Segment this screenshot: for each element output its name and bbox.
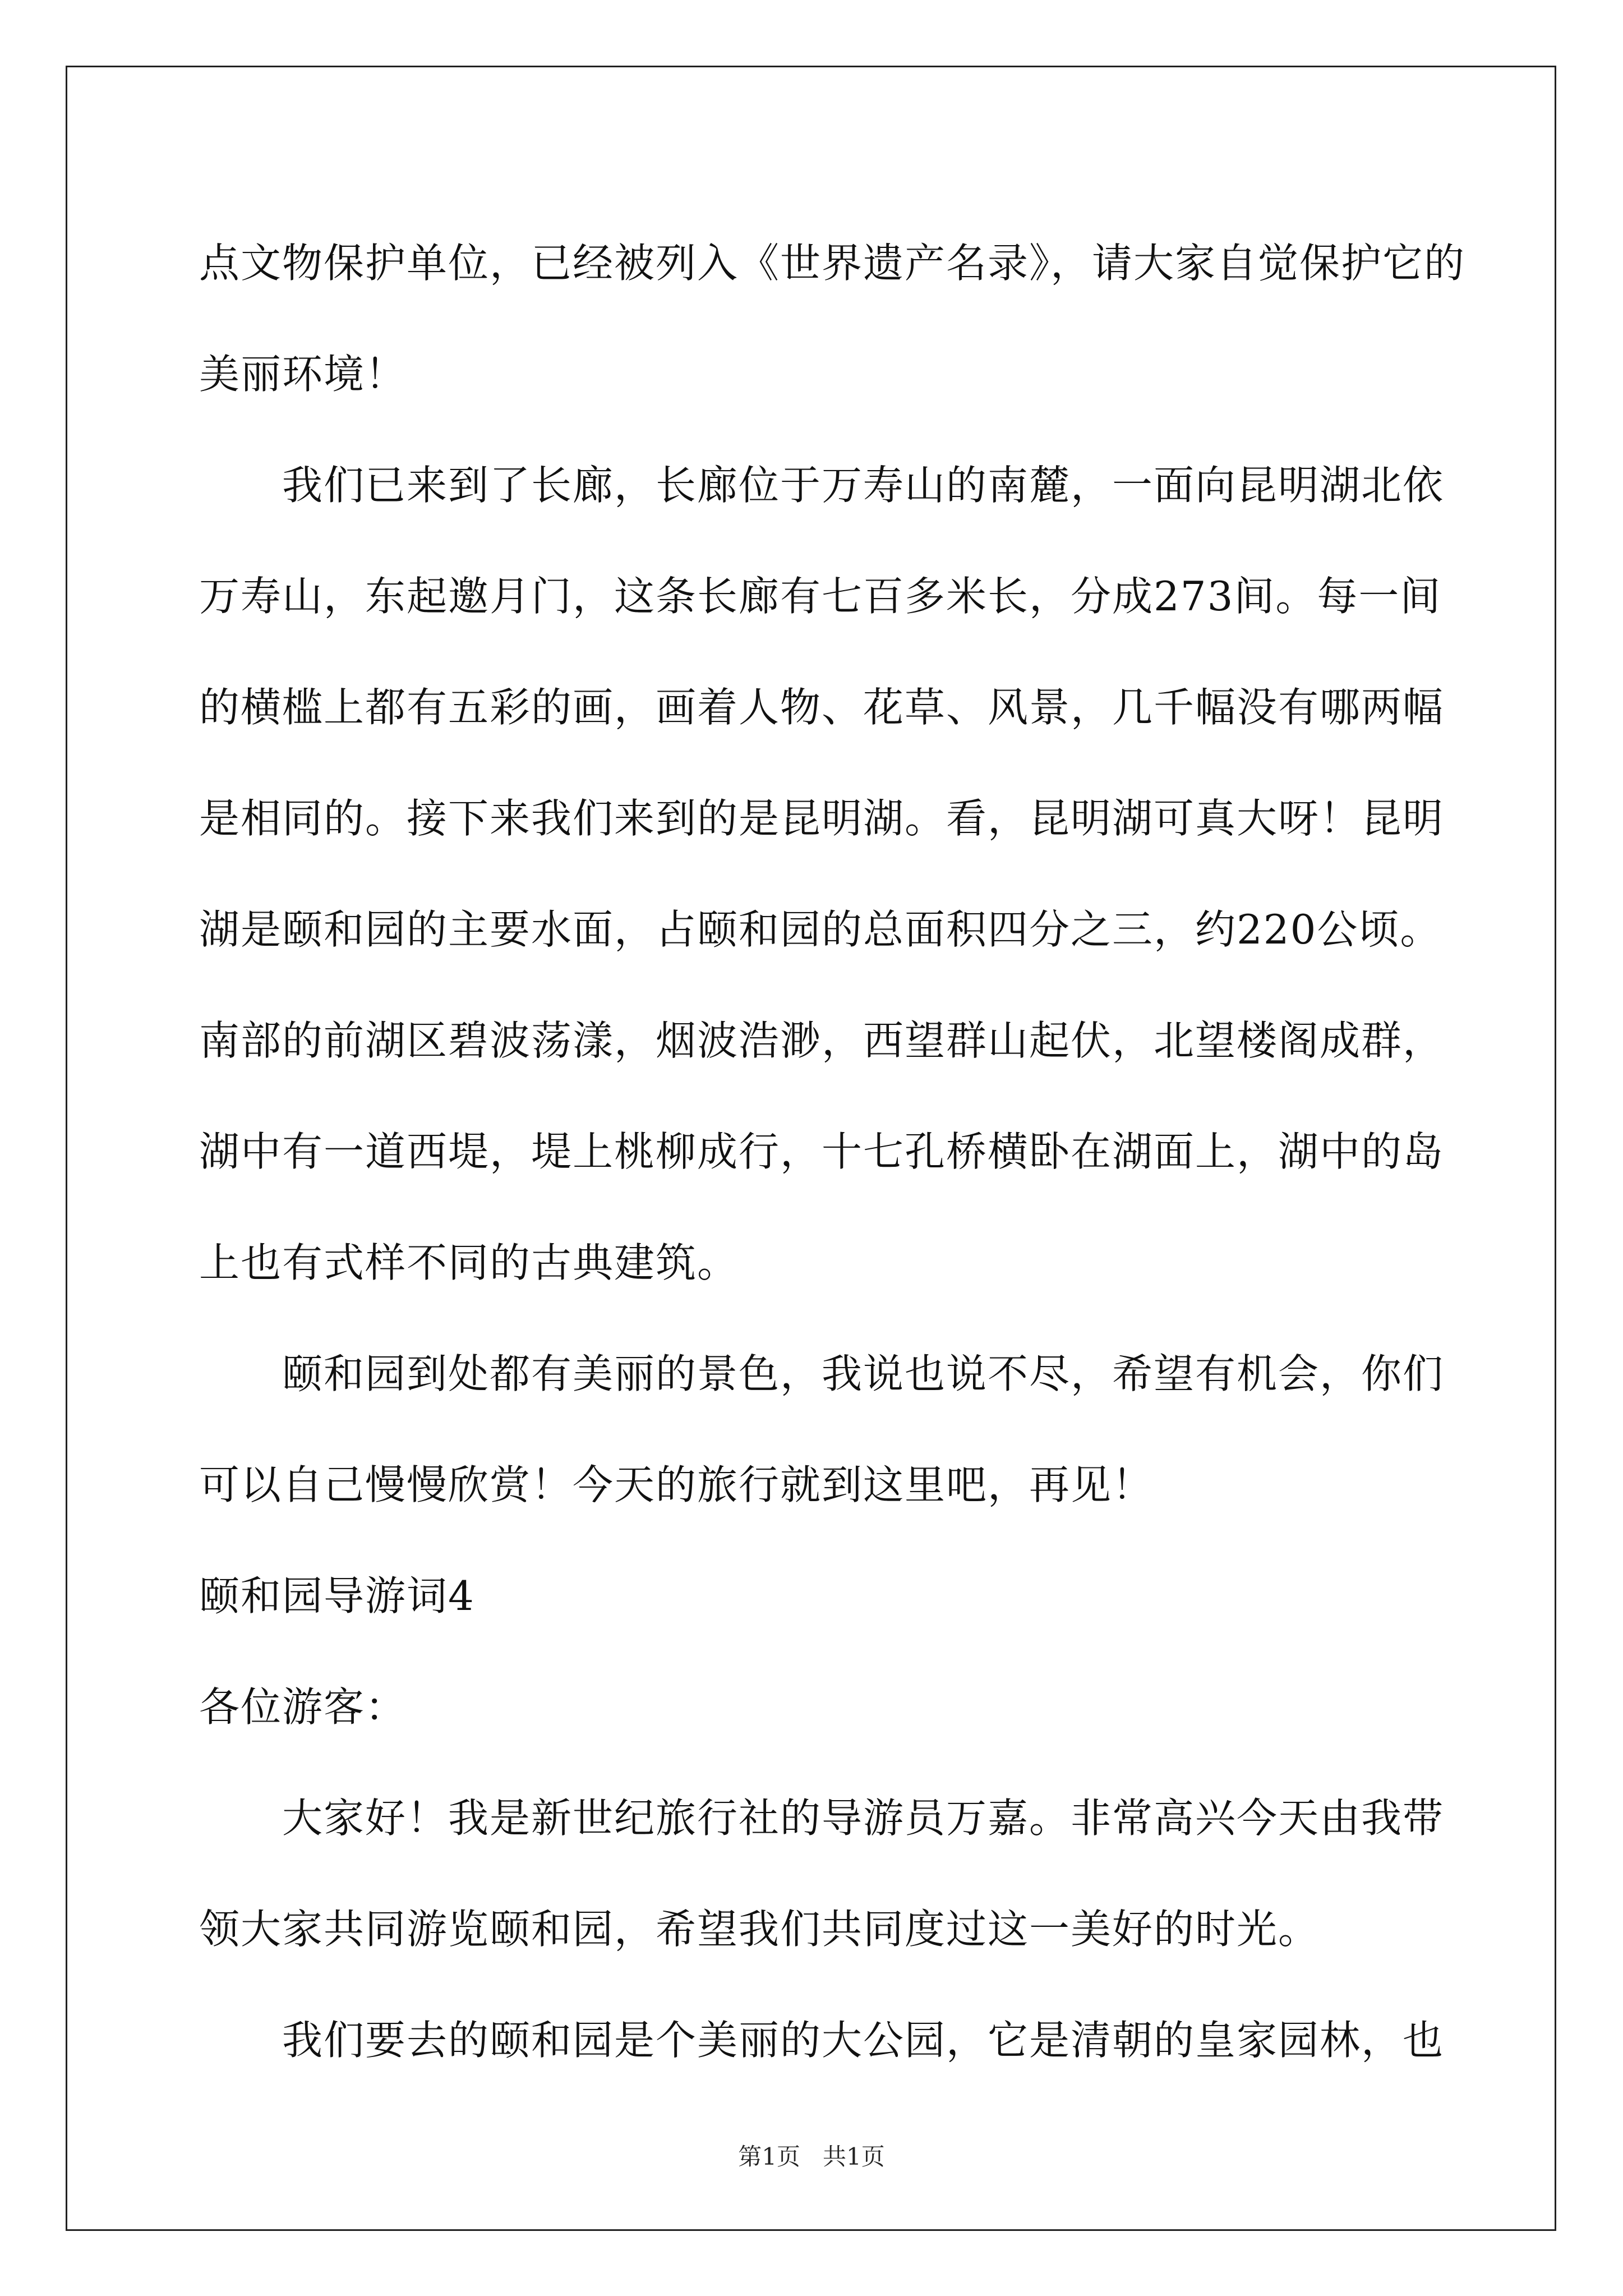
body-line: 领大家共同游览颐和园，希望我们共同度过这一美好的时光。 <box>199 1906 1320 1953</box>
body-line: 湖是颐和园的主要水面，占颐和园的总面积四分之三，约220公顷。 <box>199 906 1442 953</box>
salutation: 各位游客： <box>199 1683 407 1731</box>
paragraph-first-line: 颐和园到处都有美丽的景色，我说也说不尽，希望有机会，你们 <box>282 1350 1445 1397</box>
page-number-footer: 第1页 共1页 <box>738 2143 885 2170</box>
body-line: 上也有式样不同的古典建筑。 <box>199 1239 739 1286</box>
body-line: 点文物保护单位，已经被列入《世界遗产名录》，请大家自觉保护它的 <box>199 240 1466 287</box>
body-line: 是相同的。接下来我们来到的是昆明湖。看，昆明湖可真大呀！昆明 <box>199 795 1445 842</box>
body-line: 美丽环境！ <box>199 351 407 398</box>
section-heading: 颐和园导游词4 <box>199 1572 475 1619</box>
body-line: 可以自己慢慢欣赏！今天的旅行就到这里吧，再见！ <box>199 1461 1154 1508</box>
body-line: 湖中有一道西堤，堤上桃柳成行，十七孔桥横卧在湖面上，湖中的岛 <box>199 1128 1445 1175</box>
document-body <box>199 208 1466 2096</box>
body-line: 南部的前湖区碧波荡漾，烟波浩渺，西望群山起伏，北望楼阁成群， <box>199 1017 1445 1064</box>
paragraph-first-line: 我们要去的颐和园是个美丽的大公园，它是清朝的皇家园林，也 <box>282 2017 1445 2064</box>
body-line: 万寿山，东起邀月门，这条长廊有七百多米长，分成273间。每一间 <box>199 573 1442 620</box>
body-line: 的横槛上都有五彩的画，画着人物、花草、风景，几千幅没有哪两幅 <box>199 684 1445 731</box>
paragraph-first-line: 我们已来到了长廊，长廊位于万寿山的南麓，一面向昆明湖北依 <box>282 462 1445 509</box>
paragraph-first-line: 大家好！我是新世纪旅行社的导游员万嘉。非常高兴今天由我带 <box>282 1795 1445 1842</box>
